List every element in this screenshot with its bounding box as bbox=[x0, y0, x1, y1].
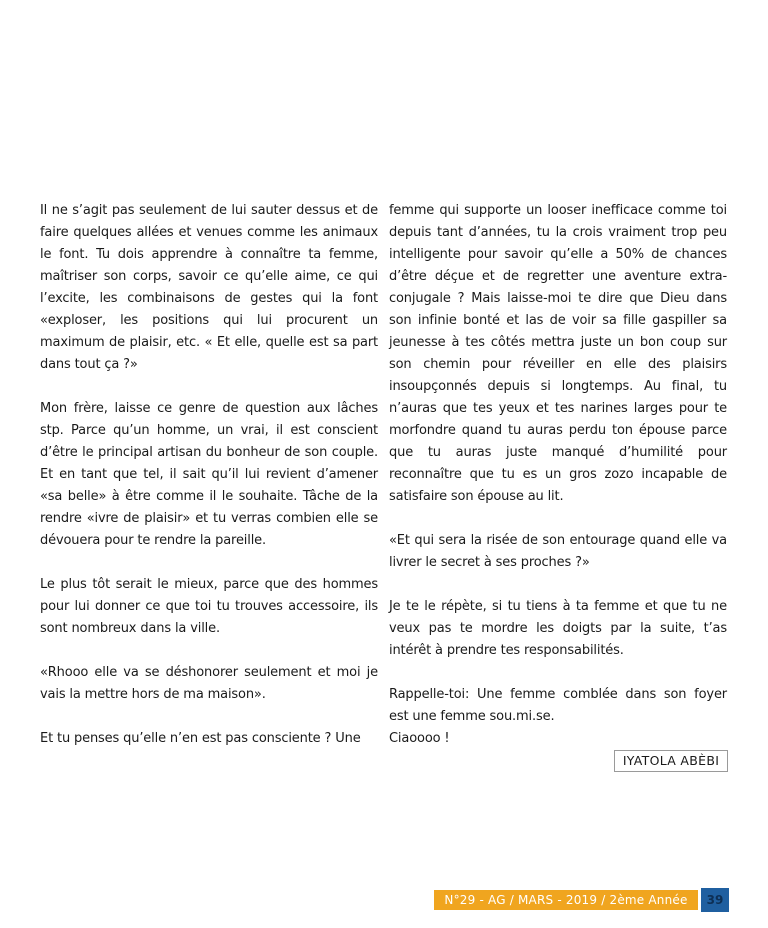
paragraph: Le plus tôt serait le mieux, parce que des hommes pour lui donner ce que toi tu trouves accessoire, ils sont nombreux dans la ville. bbox=[40, 577, 378, 636]
closing-line: Ciaoooo ! bbox=[389, 731, 450, 746]
paragraph: Je te le répète, si tu tiens à ta femme et que tu ne veux pas te mordre les doigts par la suite, t’as intérêt à prendre tes responsabilités. bbox=[389, 599, 727, 658]
paragraph: Mon frère, laisse ce genre de question aux lâches stp. Parce qu’un homme, un vrai, il est conscient d’être le principal artisan du bonheur de son couple. Et en tant que tel, il sait qu’il lui revient d’amener «sa belle» à être comme il le souhaite. Tâche de la rendre «ivre de plaisir» et tu verras combien elle se dévouera pour te rendre la pareille. bbox=[40, 401, 378, 548]
paragraph: Rappelle-toi: Une femme comblée dans son foyer est une femme sou.mi.se. bbox=[389, 687, 727, 724]
paragraph: Il ne s’agit pas seulement de lui sauter dessus et de faire quelques allées et venues comme les animaux le font. Tu dois apprendre à connaître ta femme, maîtriser son corps, savoir ce qu’elle aime, ce qui l’excite, les combinaisons de gestes qui la font «exploser, les positions qui lui procurent un maximum de plaisir, etc. « Et elle, quelle est sa part dans tout ça ?» bbox=[40, 203, 378, 372]
article-column-left bbox=[40, 200, 378, 772]
article-column-right bbox=[389, 200, 727, 772]
author-signature: IYATOLA ABÈBI bbox=[614, 750, 728, 772]
paragraph: Et tu penses qu’elle n’en est pas consciente ? Une bbox=[40, 731, 361, 746]
page-number: 39 bbox=[701, 888, 729, 912]
paragraph: «Rhooo elle va se déshonorer seulement et moi je vais la mettre hors de ma maison». bbox=[40, 665, 378, 702]
paragraph: «Et qui sera la risée de son entourage quand elle va livrer le secret à ses proches ?» bbox=[389, 533, 727, 570]
issue-footer: N°29 - AG / MARS - 2019 / 2ème Année bbox=[434, 890, 698, 910]
paragraph: femme qui supporte un looser inefficace comme toi depuis tant d’années, tu la crois vraiment trop peu intelligente pour savoir qu’elle a 50% de chances d’être déçue et de regretter une aventure extra-conjugale ? Mais laisse-moi te dire que Dieu dans son infinie bonté et las de voir sa fille gaspiller sa jeunesse à tes côtés mettra juste un bon coup sur son chemin pour réveiller en elle des plaisirs insoupçonnés depuis si longtemps. Au final, tu n’auras que tes yeux et tes narines larges pour te morfondre quand tu auras perdu ton épouse parce que tu auras juste manqué d’humilité pour reconnaître que tu es un gros zozo incapable de satisfaire son épouse au lit. bbox=[389, 203, 727, 504]
